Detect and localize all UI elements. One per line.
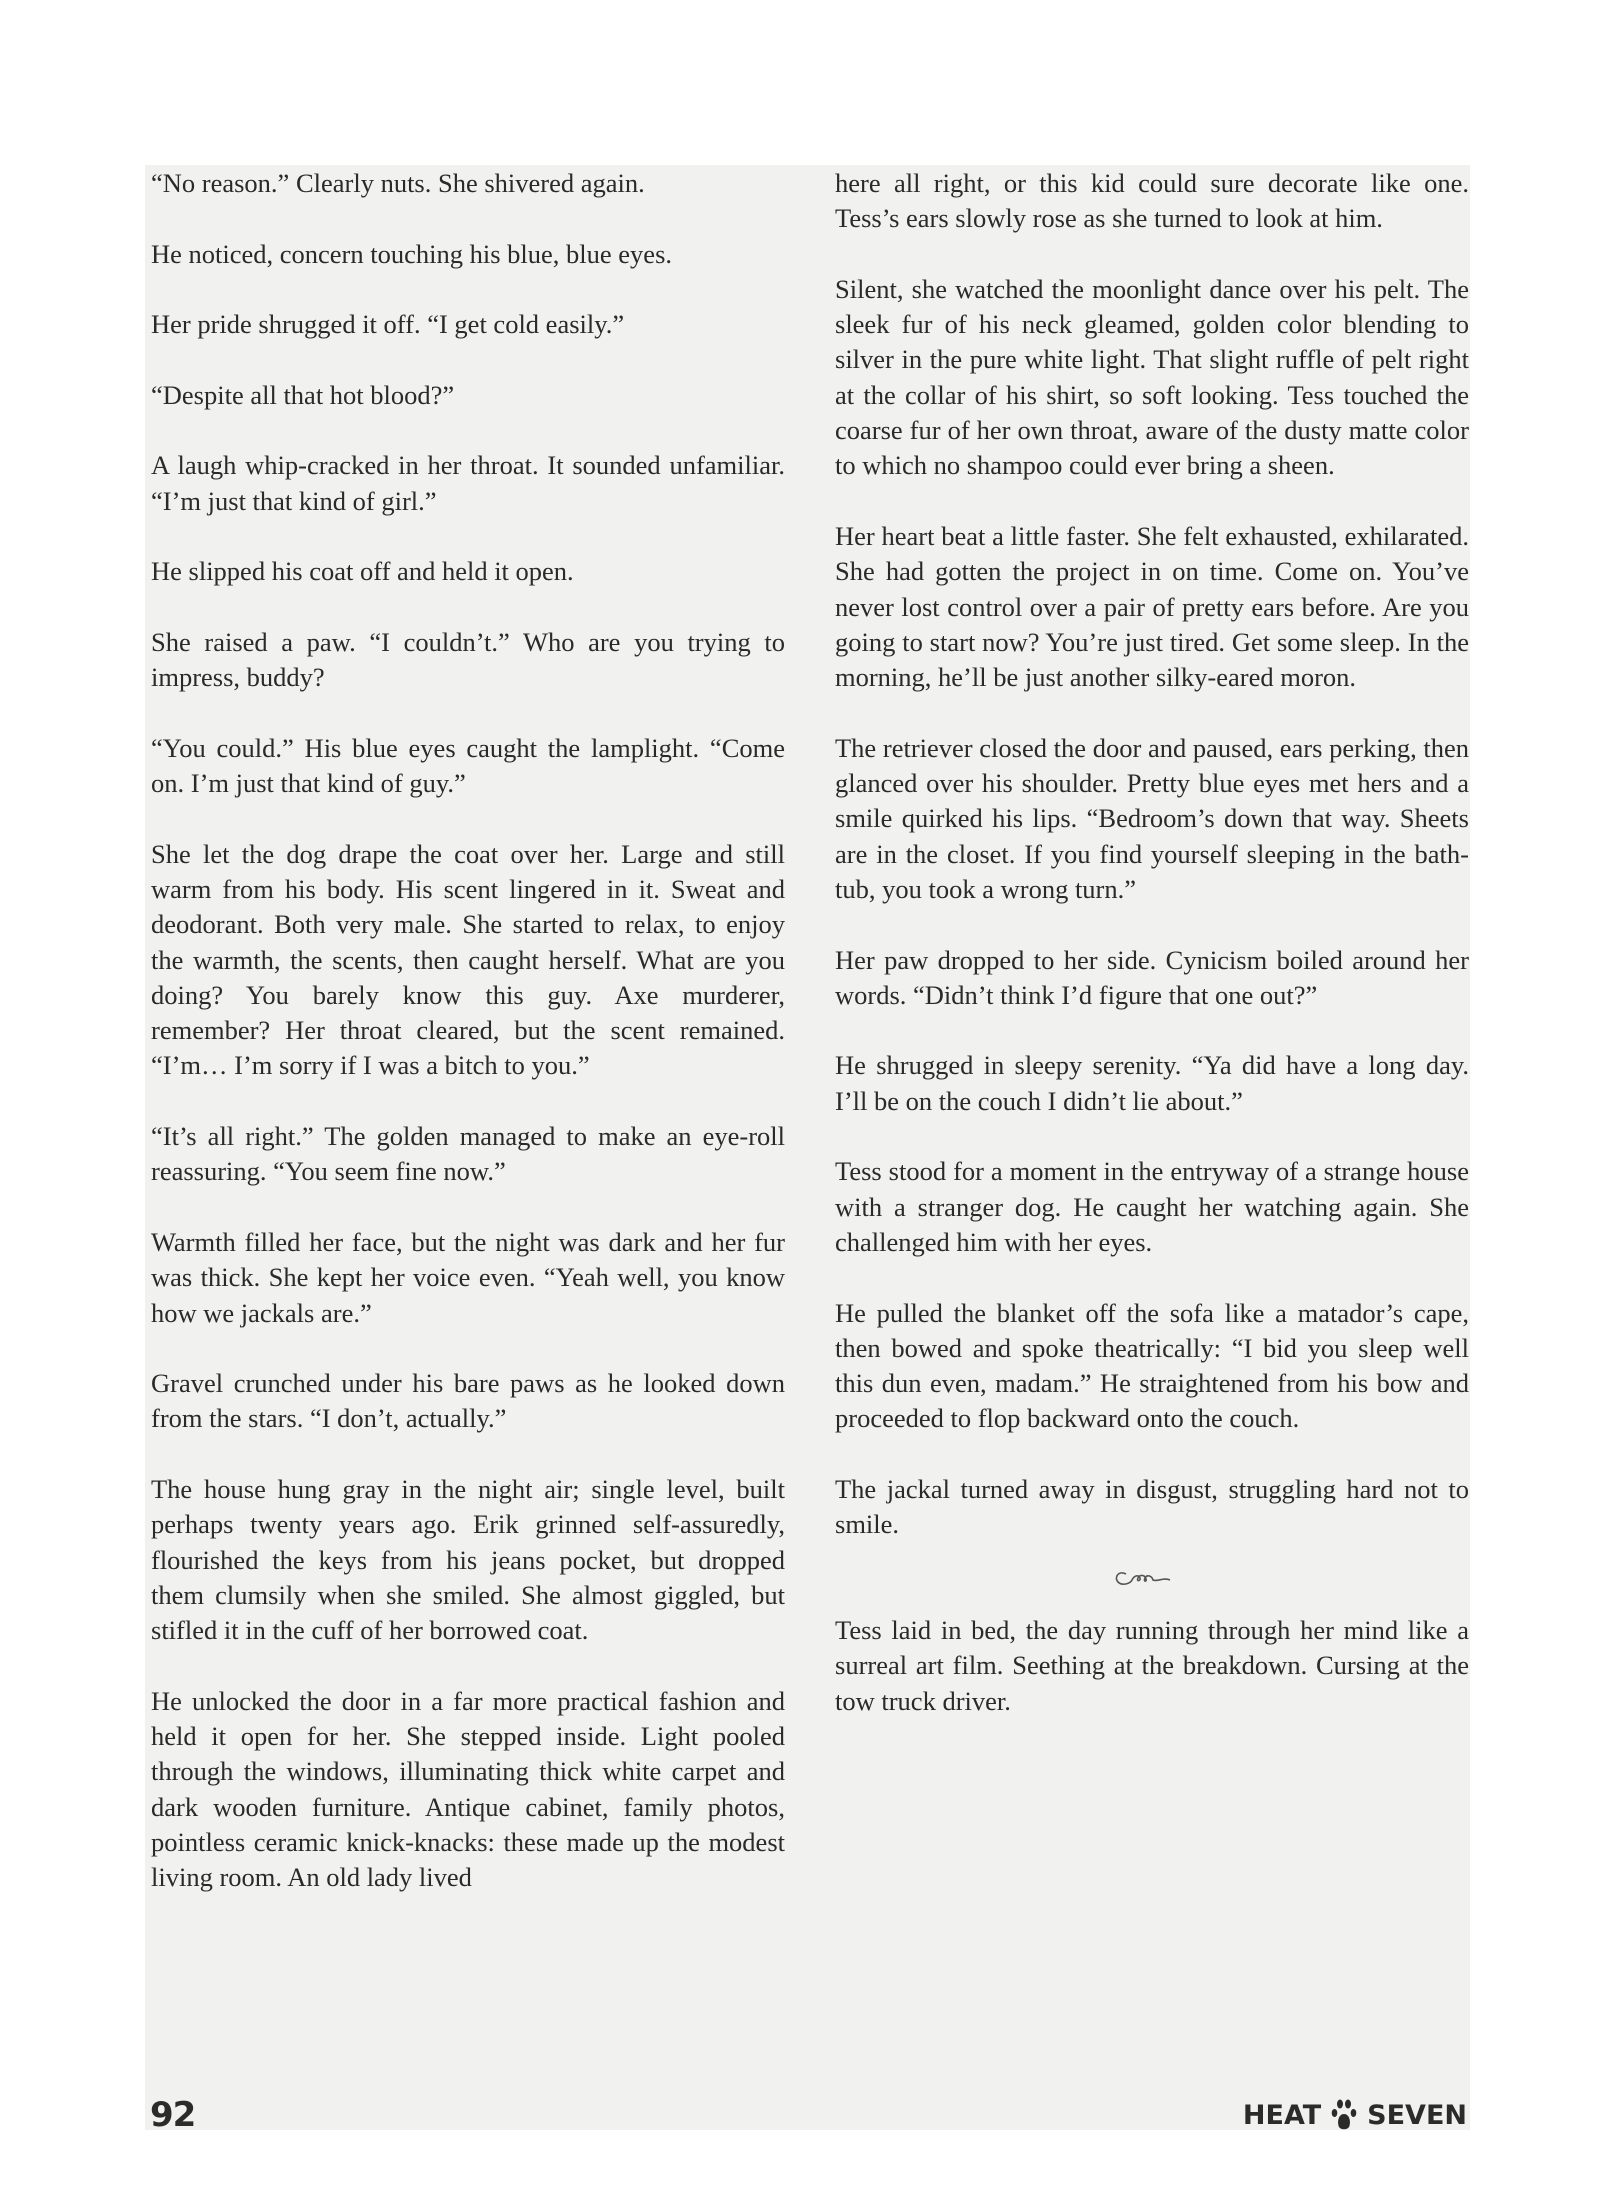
paragraph: here all right, or this kid could sure decorate like one. Tess’s ears slowly rose as she turned to look at him.	[835, 168, 1469, 234]
paragraph: He pulled the blanket off the sofa like a matador’s cape, then bowed and spoke theatrically: “I bid you sleep well this dun even, madam.” He straightened from his bow and proceeded to flop backward onto the couch.	[835, 1297, 1469, 1434]
paragraph: The retriever closed the door and paused, ears perking, then glanced over his shoulder. Pretty blue eyes met hers and a smile quirked his lips. “Bedroom’s down that way. Sheets are in the closet. If you find yourself sleeping in the bathtub, you took a wrong turn.”	[835, 732, 1469, 904]
paragraph: He noticed, concern touching his blue, blue eyes.	[151, 238, 673, 269]
paragraph: The house hung gray in the night air; single level, built perhaps twenty years ago. Erik grinned self-assuredly, flourished the keys from his jeans pocket, but dropped them clumsily when she smiled. She almost giggled, but stifled it in the cuff of her borrowed coat.	[151, 1473, 785, 1646]
paragraph: “Despite all that hot blood?”	[151, 379, 455, 410]
paw-print-icon	[1331, 2099, 1357, 2131]
paragraph: A laugh whip-cracked in her throat. It sounded unfamiliar. “I’m just that kind of girl.”	[151, 450, 785, 516]
paragraph: He slipped his coat off and held it open.	[151, 556, 574, 587]
paragraph: Her paw dropped to her side. Cynicism boiled around her words. “Didn’t think I’d figure that one out?”	[835, 944, 1469, 1010]
page-number: 92	[150, 2095, 196, 2135]
paragraph: Silent, she watched the moonlight dance over his pelt. The sleek fur of his neck gleamed, golden color blending to silver in the pure white light. That slight ruffle of pelt right at the collar of his shirt, so soft looking. Tess touched the coarse fur of her own throat, aware of the dusty matte color to which no shampoo could ever bring a sheen.	[835, 273, 1469, 481]
paragraph: “It’s all right.” The golden managed to make an eye-roll reassuring. “You seem fine now.”	[151, 1121, 785, 1187]
left-column	[151, 166, 785, 1931]
paragraph: “You could.” His blue eyes caught the lamplight. “Come on. I’m just that kind of guy.”	[151, 732, 785, 799]
brand-right: SEVEN	[1367, 2099, 1467, 2131]
paragraph: The jackal turned away in disgust, struggling hard not to smile.	[835, 1473, 1469, 1540]
paragraph: “No reason.” Clearly nuts. She shivered again.	[151, 168, 645, 198]
paragraph: Her heart beat a little faster. She felt exhausted, exhilarated. She had gotten the project in on time. Come on. You’ve never lost control over a pair of pretty ears before. Are you going to start now? You’re just tired. Get some sleep. In the morning, he’ll be just another silky-eared moron.	[835, 520, 1469, 693]
brand-left: HEAT	[1242, 2099, 1322, 2131]
paragraph: Tess stood for a moment in the entryway of a strange house with a stranger dog. He caught her watching again. She challenged him with her eyes.	[835, 1156, 1469, 1257]
magazine-brand	[1243, 2099, 1467, 2131]
paragraph: Her pride shrugged it off. “I get cold easily.”	[151, 309, 625, 340]
paragraph: She raised a paw. “I couldn’t.” Who are you trying to impress, buddy?	[151, 626, 785, 693]
right-column	[835, 166, 1469, 1754]
paragraph: He unlocked the door in a far more practical fashion and held it open for her. She stepped inside. Light pooled through the windows, illuminating thick white carpet and dark wooden furniture. Antique cabinet, family photos, pointless ceramic knick-knacks: these made up the modest living room. An old lady lived	[151, 1685, 785, 1893]
paragraph: Tess laid in bed, the day running through her mind like a surreal art film. Seething at the breakdown. Cursing at the tow truck driver.	[835, 1615, 1469, 1716]
paragraph: Gravel crunched under his bare paws as he looked down from the stars. “I don’t, actually.”	[151, 1368, 785, 1434]
paragraph: He shrugged in sleepy serenity. “Ya did have a long day. I’ll be on the couch I didn’t lie about.”	[835, 1050, 1469, 1116]
paragraph: Warmth filled her face, but the night was dark and her fur was thick. She kept her voice even. “Yeah well, you know how we jackals are.”	[151, 1226, 785, 1328]
flourish-divider-icon	[835, 1543, 1469, 1614]
paragraph: She let the dog drape the coat over her. Large and still warm from his body. His scent lingered in it. Sweat and deodorant. Both very male. She started to relax, to enjoy the warmth, the scents, then caught herself. What are you doing? You barely know this guy. Axe murderer, remember? Her throat cleared, but the scent remained. “I’m… I’m sorry if I was a bitch to you.”	[151, 838, 785, 1081]
